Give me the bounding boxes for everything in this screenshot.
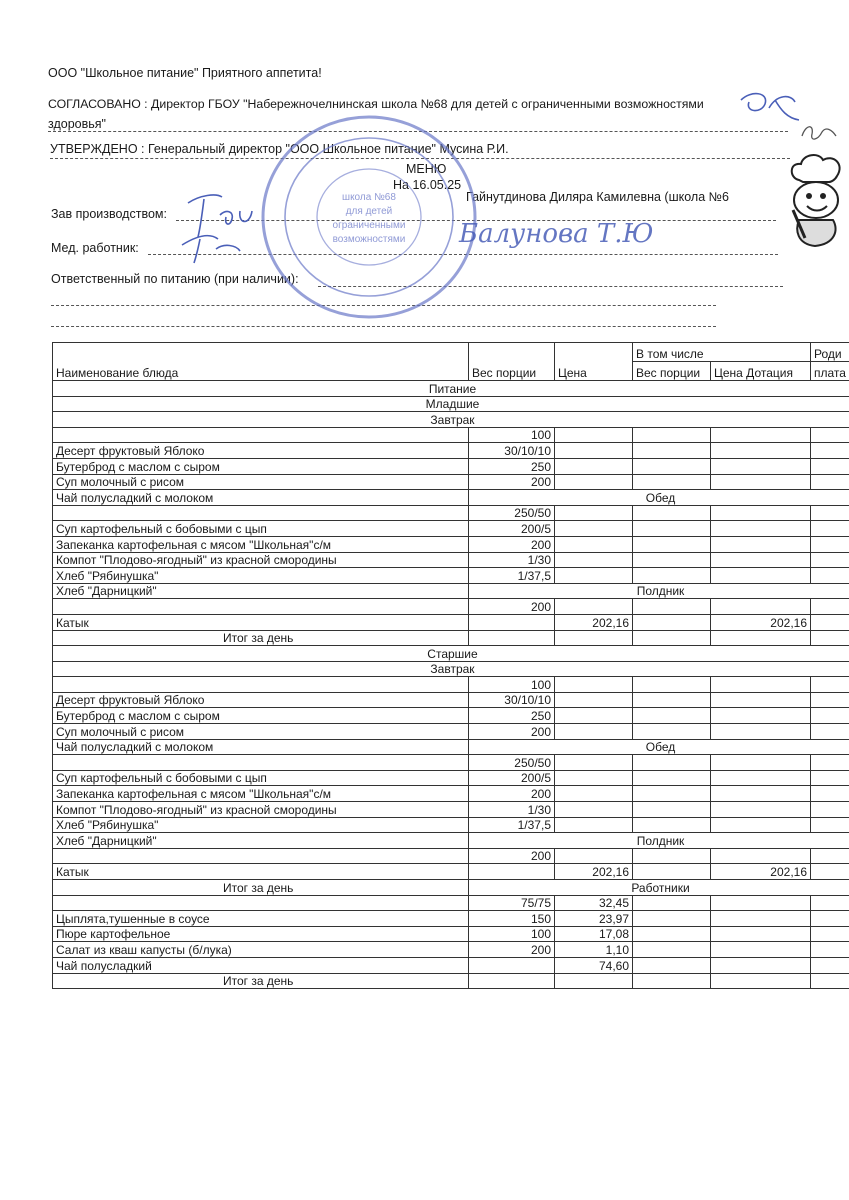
dish-name: Суп картофельный с бобовыми с цып (53, 521, 469, 537)
incl-weight (633, 443, 711, 459)
parents-pay (811, 786, 849, 802)
subsidy (711, 817, 811, 833)
incl-weight (633, 724, 711, 740)
incl-weight (633, 474, 711, 490)
section-label: Завтрак (53, 412, 849, 428)
portion-weight (469, 864, 555, 880)
incl-weight (633, 630, 711, 646)
parents-pay (811, 614, 849, 630)
table-row (53, 895, 849, 911)
dish-name: Бутерброд с маслом с сыром (53, 458, 469, 474)
dish-name: Хлеб "Дарницкий" (53, 833, 469, 849)
price (555, 724, 633, 740)
subsidy (711, 677, 811, 693)
incl-weight (633, 864, 711, 880)
portion-weight: 250 (469, 708, 555, 724)
portion-weight: 150 (469, 911, 555, 927)
parents-pay (811, 957, 849, 973)
total-row (53, 973, 849, 989)
parents-pay (811, 458, 849, 474)
parents-pay (811, 848, 849, 864)
incl-weight (633, 926, 711, 942)
subsidy (711, 802, 811, 818)
subsidy (711, 973, 811, 989)
price: 74,60 (555, 957, 633, 973)
section-row (53, 396, 849, 412)
dish-name: Хлеб "Рябинушка" (53, 817, 469, 833)
table-row (53, 724, 849, 740)
subsidy (711, 770, 811, 786)
table-row (53, 942, 849, 958)
incl-weight (633, 505, 711, 521)
subsidy (711, 724, 811, 740)
subsidy (711, 942, 811, 958)
production-person: Гайнутдинова Диляра Камилевна (школа №6 (466, 190, 729, 204)
portion-weight (469, 973, 555, 989)
parents-pay (811, 521, 849, 537)
price (555, 630, 633, 646)
subsidy (711, 536, 811, 552)
table-header-row-1 (53, 343, 849, 362)
parents-pay (811, 536, 849, 552)
table-row (53, 957, 849, 973)
price: 23,97 (555, 911, 633, 927)
subsidy (711, 599, 811, 615)
portion-weight: 200 (469, 474, 555, 490)
portion-weight: 250/50 (469, 505, 555, 521)
header-parents: Роди (811, 343, 849, 362)
portion-weight: 250 (469, 458, 555, 474)
section-row (53, 646, 849, 662)
table-row (53, 802, 849, 818)
parents-pay (811, 692, 849, 708)
table-row (53, 505, 849, 521)
subsidy (711, 708, 811, 724)
incl-weight (633, 568, 711, 584)
subsidy (711, 895, 811, 911)
portion-weight: 200 (469, 848, 555, 864)
price (555, 552, 633, 568)
portion-weight: 200 (469, 536, 555, 552)
portion-weight: 1/30 (469, 552, 555, 568)
incl-weight (633, 848, 711, 864)
portion-weight: 200/5 (469, 521, 555, 537)
medical-signature (455, 212, 715, 252)
subsidy (711, 505, 811, 521)
price (555, 474, 633, 490)
portion-weight (469, 614, 555, 630)
portion-weight: 100 (469, 677, 555, 693)
section-label: Завтрак (53, 661, 849, 677)
incl-weight (633, 599, 711, 615)
subsidy: 202,16 (711, 614, 811, 630)
price (555, 692, 633, 708)
subsidy (711, 957, 811, 973)
table-row (53, 490, 849, 506)
price (555, 786, 633, 802)
parents-pay (811, 942, 849, 958)
menu-title: МЕНЮ (406, 162, 447, 176)
section-label: Младшие (53, 396, 849, 412)
svg-text:школа №68: школа №68 (342, 192, 396, 203)
price (555, 817, 633, 833)
incl-weight (633, 692, 711, 708)
table-row (53, 599, 849, 615)
subsidy (711, 926, 811, 942)
table-row (53, 692, 849, 708)
header-including: В том числе (633, 343, 811, 362)
table-row (53, 739, 849, 755)
price: 202,16 (555, 614, 633, 630)
subsidy (711, 755, 811, 771)
parents-pay (811, 474, 849, 490)
portion-weight: 200 (469, 724, 555, 740)
incl-weight (633, 552, 711, 568)
portion-weight: 200/5 (469, 770, 555, 786)
dish-name: Катык (53, 864, 469, 880)
dish-name (53, 755, 469, 771)
table-row (53, 817, 849, 833)
total-label: Итог за день (53, 973, 469, 989)
dish-name: Суп картофельный с бобовыми с цып (53, 770, 469, 786)
parents-pay (811, 505, 849, 521)
parents-pay (811, 895, 849, 911)
portion-weight (469, 957, 555, 973)
price (555, 755, 633, 771)
parents-pay (811, 443, 849, 459)
svg-text:возможностями: возможностями (332, 234, 406, 245)
subsidy (711, 911, 811, 927)
incl-weight (633, 770, 711, 786)
parents-pay (811, 911, 849, 927)
table-row (53, 848, 849, 864)
parents-pay (811, 599, 849, 615)
total-label: Итог за день (53, 880, 469, 896)
table-row (53, 786, 849, 802)
subsidy (711, 786, 811, 802)
section-row (53, 661, 849, 677)
price: 202,16 (555, 864, 633, 880)
parents-pay (811, 630, 849, 646)
medical-label: Мед. работник: (51, 241, 139, 255)
header-incl-price-subsidy: Цена Дотация (711, 362, 811, 381)
incl-weight (633, 536, 711, 552)
subsidy (711, 630, 811, 646)
price (555, 677, 633, 693)
menu-date: На 16.05.25 (393, 178, 462, 192)
price (555, 599, 633, 615)
subsidy (711, 848, 811, 864)
portion-weight: 200 (469, 786, 555, 802)
incl-weight (633, 614, 711, 630)
table-row (53, 474, 849, 490)
incl-weight (633, 942, 711, 958)
svg-text:ограниченными: ограниченными (332, 220, 406, 231)
price: 1,10 (555, 942, 633, 958)
price (555, 443, 633, 459)
parents-pay (811, 926, 849, 942)
approved-line: УТВЕРЖДЕНО : Генеральный директор "ООО Школьное питание" Мусина Р.И. (50, 142, 509, 156)
price (555, 536, 633, 552)
incl-weight (633, 957, 711, 973)
dish-name: Компот "Плодово-ягодный" из красной смородины (53, 552, 469, 568)
dish-name: Суп молочный с рисом (53, 724, 469, 740)
dish-name: Хлеб "Рябинушка" (53, 568, 469, 584)
table-row (53, 583, 849, 599)
parents-pay (811, 568, 849, 584)
header-name: Наименование блюда (53, 343, 469, 381)
subsidy (711, 427, 811, 443)
table-row (53, 755, 849, 771)
parents-pay (811, 552, 849, 568)
parents-pay (811, 770, 849, 786)
incl-weight (633, 817, 711, 833)
section-label: Полдник (469, 583, 849, 599)
section-label: Старшие (53, 646, 849, 662)
dish-name: Суп молочный с рисом (53, 474, 469, 490)
dish-name: Запеканка картофельная с мясом "Школьная"с/м (53, 786, 469, 802)
portion-weight: 30/10/10 (469, 443, 555, 459)
subsidy (711, 521, 811, 537)
dish-name: Десерт фруктовый Яблоко (53, 443, 469, 459)
table-row (53, 521, 849, 537)
price: 17,08 (555, 926, 633, 942)
incl-weight (633, 911, 711, 927)
price (555, 521, 633, 537)
price (555, 770, 633, 786)
parents-pay (811, 724, 849, 740)
price (555, 427, 633, 443)
portion-weight: 100 (469, 926, 555, 942)
table-row (53, 708, 849, 724)
parents-pay (811, 755, 849, 771)
chef-mascot-icon (785, 150, 849, 250)
subsidy (711, 568, 811, 584)
price (555, 458, 633, 474)
portion-weight: 250/50 (469, 755, 555, 771)
table-row (53, 427, 849, 443)
subsidy (711, 443, 811, 459)
portion-weight: 1/30 (469, 802, 555, 818)
responsible-label: Ответственный по питанию (при наличии): (51, 272, 299, 286)
incl-weight (633, 427, 711, 443)
header-parents-pay: плата (811, 362, 849, 381)
agreed-line-cont: здоровья" (48, 117, 106, 131)
total-row (53, 880, 849, 896)
subsidy (711, 458, 811, 474)
table-row (53, 614, 849, 630)
parents-pay (811, 864, 849, 880)
dish-name: Десерт фруктовый Яблоко (53, 692, 469, 708)
incl-weight (633, 973, 711, 989)
incl-weight (633, 677, 711, 693)
portion-weight: 200 (469, 599, 555, 615)
header-weight: Вес порции (469, 343, 555, 381)
production-signature (180, 185, 270, 265)
subsidy (711, 692, 811, 708)
portion-weight: 1/37,5 (469, 817, 555, 833)
table-row (53, 911, 849, 927)
dish-name (53, 677, 469, 693)
incl-weight (633, 708, 711, 724)
section-label: Работники (469, 880, 849, 896)
section-label: Обед (469, 490, 849, 506)
table-row (53, 864, 849, 880)
table-row (53, 833, 849, 849)
dish-name: Катык (53, 614, 469, 630)
incl-weight (633, 458, 711, 474)
portion-weight: 100 (469, 427, 555, 443)
price (555, 568, 633, 584)
dish-name (53, 895, 469, 911)
price (555, 802, 633, 818)
incl-weight (633, 521, 711, 537)
section-label: Питание (53, 381, 849, 397)
header-incl-weight: Вес порции (633, 362, 711, 381)
svg-text:Балунова Т.Ю: Балунова Т.Ю (459, 219, 654, 249)
incl-weight (633, 755, 711, 771)
total-label: Итог за день (53, 630, 469, 646)
total-row (53, 630, 849, 646)
production-label: Зав производством: (51, 207, 167, 221)
section-row (53, 381, 849, 397)
incl-weight (633, 786, 711, 802)
table-row (53, 536, 849, 552)
table-row (53, 926, 849, 942)
dish-name: Салат из кваш капусты (б/лука) (53, 942, 469, 958)
parents-pay (811, 817, 849, 833)
table-row (53, 770, 849, 786)
section-label: Обед (469, 739, 849, 755)
dish-name: Хлеб "Дарницкий" (53, 583, 469, 599)
table-row (53, 552, 849, 568)
dish-name: Чай полусладкий с молоком (53, 739, 469, 755)
subsidy (711, 552, 811, 568)
dish-name (53, 848, 469, 864)
portion-weight: 75/75 (469, 895, 555, 911)
table-row (53, 443, 849, 459)
price (555, 708, 633, 724)
official-stamp (258, 112, 480, 322)
incl-weight (633, 802, 711, 818)
dish-name: Цыплята,тушенные в соусе (53, 911, 469, 927)
parents-pay (811, 973, 849, 989)
portion-weight: 1/37,5 (469, 568, 555, 584)
extra-underline-2 (51, 326, 716, 327)
incl-weight (633, 895, 711, 911)
dish-name: Чай полусладкий с молоком (53, 490, 469, 506)
dish-name (53, 505, 469, 521)
svg-text:для детей: для детей (345, 206, 393, 217)
dish-name: Бутерброд с маслом с сыром (53, 708, 469, 724)
parents-pay (811, 427, 849, 443)
dish-name: Компот "Плодово-ягодный" из красной смородины (53, 802, 469, 818)
price (555, 848, 633, 864)
company-line: ООО "Школьное питание" Приятного аппетита! (48, 66, 322, 80)
parents-pay (811, 802, 849, 818)
dish-name (53, 599, 469, 615)
director-signature (735, 88, 805, 130)
parents-pay (811, 677, 849, 693)
agreed-line: СОГЛАСОВАНО : Директор ГБОУ "Набережночелнинская школа №68 для детей с ограниченными возможностями (48, 97, 704, 111)
initials-signature (798, 118, 846, 148)
dish-name: Запеканка картофельная с мясом "Школьная"с/м (53, 536, 469, 552)
portion-weight (469, 630, 555, 646)
table-row (53, 677, 849, 693)
parents-pay (811, 708, 849, 724)
section-label: Полдник (469, 833, 849, 849)
portion-weight: 200 (469, 942, 555, 958)
portion-weight: 30/10/10 (469, 692, 555, 708)
subsidy (711, 474, 811, 490)
dish-name: Чай полусладкий (53, 957, 469, 973)
price (555, 973, 633, 989)
price: 32,45 (555, 895, 633, 911)
dish-name: Пюре картофельное (53, 926, 469, 942)
section-row (53, 412, 849, 428)
table-row (53, 568, 849, 584)
menu-table (52, 342, 849, 989)
subsidy: 202,16 (711, 864, 811, 880)
price (555, 505, 633, 521)
header-price: Цена (555, 343, 633, 381)
table-row (53, 458, 849, 474)
dish-name (53, 427, 469, 443)
